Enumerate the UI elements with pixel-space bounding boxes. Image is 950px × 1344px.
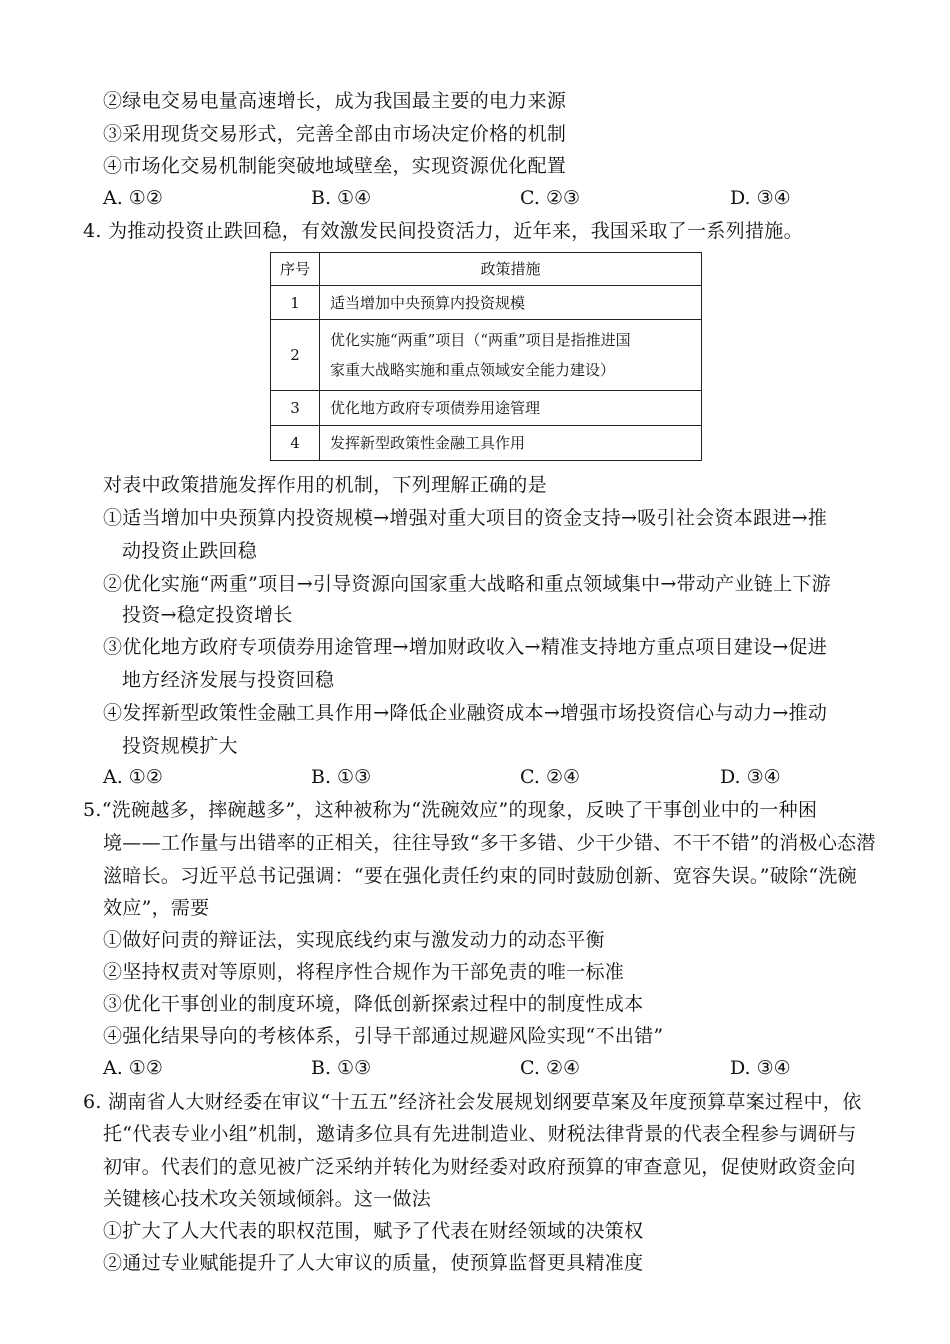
q3-item-2: ②绿电交易电量高速增长，成为我国最主要的电力来源	[103, 90, 567, 112]
q5-option-b: B. ①③	[311, 1057, 372, 1079]
table-cell-no: 2	[271, 320, 320, 391]
q4-item-1-line1: ①适当增加中央预算内投资规模→增强对重大项目的资金支持→吸引社会资本跟进→推	[103, 507, 828, 529]
q5-options	[103, 1055, 823, 1081]
q4-item-3-line1: ③优化地方政府专项债券用途管理→增加财政收入→精准支持地方重点项目建设→促进	[103, 636, 828, 658]
q5-item-4: ④强化结果导向的考核体系，引导干部通过规避风险实现“不出错”	[103, 1025, 664, 1047]
q4-item-1-line2: 动投资止跌回稳	[122, 540, 258, 562]
q5-stem-line2: 境——工作量与出错率的正相关，往往导致“多干多错、少干少错、不干不错”的消极心态潜	[103, 832, 876, 854]
q5-item-3: ③优化干事创业的制度环境，降低创新探索过程中的制度性成本	[103, 993, 644, 1015]
table-cell-measure: 适当增加中央预算内投资规模	[320, 286, 702, 320]
q4-stem: 4. 为推动投资止跌回稳，有效激发民间投资活力，近年来，我国采取了一系列措施。	[83, 220, 803, 242]
q6-item-1: ①扩大了人大代表的职权范围，赋予了代表在财经领域的决策权	[103, 1220, 644, 1242]
q3-option-d: D. ③④	[730, 187, 791, 209]
table-cell-no: 4	[271, 426, 320, 461]
q3-item-4: ④市场化交易机制能突破地域壁垒，实现资源优化配置	[103, 155, 567, 177]
table-cell-measure-line2: 家重大战略实施和重点领域安全能力建设）	[330, 361, 616, 379]
q4-option-d: D. ③④	[720, 766, 781, 788]
q6-stem-line3: 初审。代表们的意见被广泛采纳并转化为财经委对政府预算的审查意见，促使财政资金向	[103, 1156, 856, 1178]
q5-stem-line1: 5.“洗碗越多，摔碗越多”，这种被称为“洗碗效应”的现象，反映了干事创业中的一种困	[83, 799, 818, 821]
q3-option-b: B. ①④	[311, 187, 372, 209]
table-row	[271, 426, 702, 461]
q4-options	[103, 764, 823, 790]
table-cell-measure: 优化地方政府专项债券用途管理	[320, 391, 702, 426]
q6-item-2: ②通过专业赋能提升了人大审议的质量，使预算监督更具精准度	[103, 1252, 644, 1274]
table-cell-measure: 发挥新型政策性金融工具作用	[320, 426, 702, 461]
q3-option-a: A. ①②	[103, 187, 163, 209]
q6-stem-line4: 关键核心技术攻关领域倾斜。这一做法	[103, 1188, 432, 1210]
policy-table	[270, 252, 702, 461]
q6-stem-line2: 托“代表专业小组”机制，邀请多位具有先进制造业、财税法律背景的代表全程参与调研与	[103, 1123, 857, 1145]
q4-item-2-line2: 投资→稳定投资增长	[122, 604, 293, 626]
q5-option-c: C. ②④	[520, 1057, 581, 1079]
q4-item-2-line1: ②优化实施“两重”项目→引导资源向国家重大战略和重点领域集中→带动产业链上下游	[103, 573, 831, 595]
q4-option-a: A. ①②	[103, 766, 163, 788]
q5-item-2: ②坚持权责对等原则，将程序性合规作为干部免责的唯一标准	[103, 961, 625, 983]
table-row	[271, 286, 702, 320]
q5-option-d: D. ③④	[730, 1057, 791, 1079]
q3-item-3: ③采用现货交易形式，完善全部由市场决定价格的机制	[103, 123, 567, 145]
q4-option-c: C. ②④	[520, 766, 581, 788]
q6-stem-line1: 6. 湖南省人大财经委在审议“十五五”经济社会发展规划纲要草案及年度预算草案过程中，依	[83, 1091, 862, 1113]
q4-option-b: B. ①③	[311, 766, 372, 788]
table-header-measure: 政策措施	[320, 253, 702, 286]
q4-question: 对表中政策措施发挥作用的机制，下列理解正确的是	[103, 474, 547, 496]
q3-options	[103, 185, 823, 211]
q4-item-4-line1: ④发挥新型政策性金融工具作用→降低企业融资成本→增强市场投资信心与动力→推动	[103, 702, 828, 724]
table-cell-no: 3	[271, 391, 320, 426]
table-row	[271, 320, 702, 391]
q5-stem-line4: 效应”，需要	[103, 897, 210, 919]
policy-table-header	[271, 253, 702, 286]
q5-option-a: A. ①②	[103, 1057, 163, 1079]
q5-item-1: ①做好问责的辩证法，实现底线约束与激发动力的动态平衡	[103, 929, 605, 951]
q3-option-c: C. ②③	[520, 187, 581, 209]
q5-stem-line3: 滋暗长。习近平总书记强调：“要在强化责任约束的同时鼓励创新、宽容失误。”破除“洗碗	[103, 865, 857, 887]
q4-item-3-line2: 地方经济发展与投资回稳	[122, 669, 335, 691]
table-cell-no: 1	[271, 286, 320, 320]
table-header-no: 序号	[271, 253, 320, 286]
q4-item-4-line2: 投资规模扩大	[122, 735, 238, 757]
table-row	[271, 391, 702, 426]
table-cell-measure-line1: 优化实施“两重”项目（“两重”项目是指推进国	[330, 331, 631, 349]
table-cell-measure	[320, 320, 702, 391]
